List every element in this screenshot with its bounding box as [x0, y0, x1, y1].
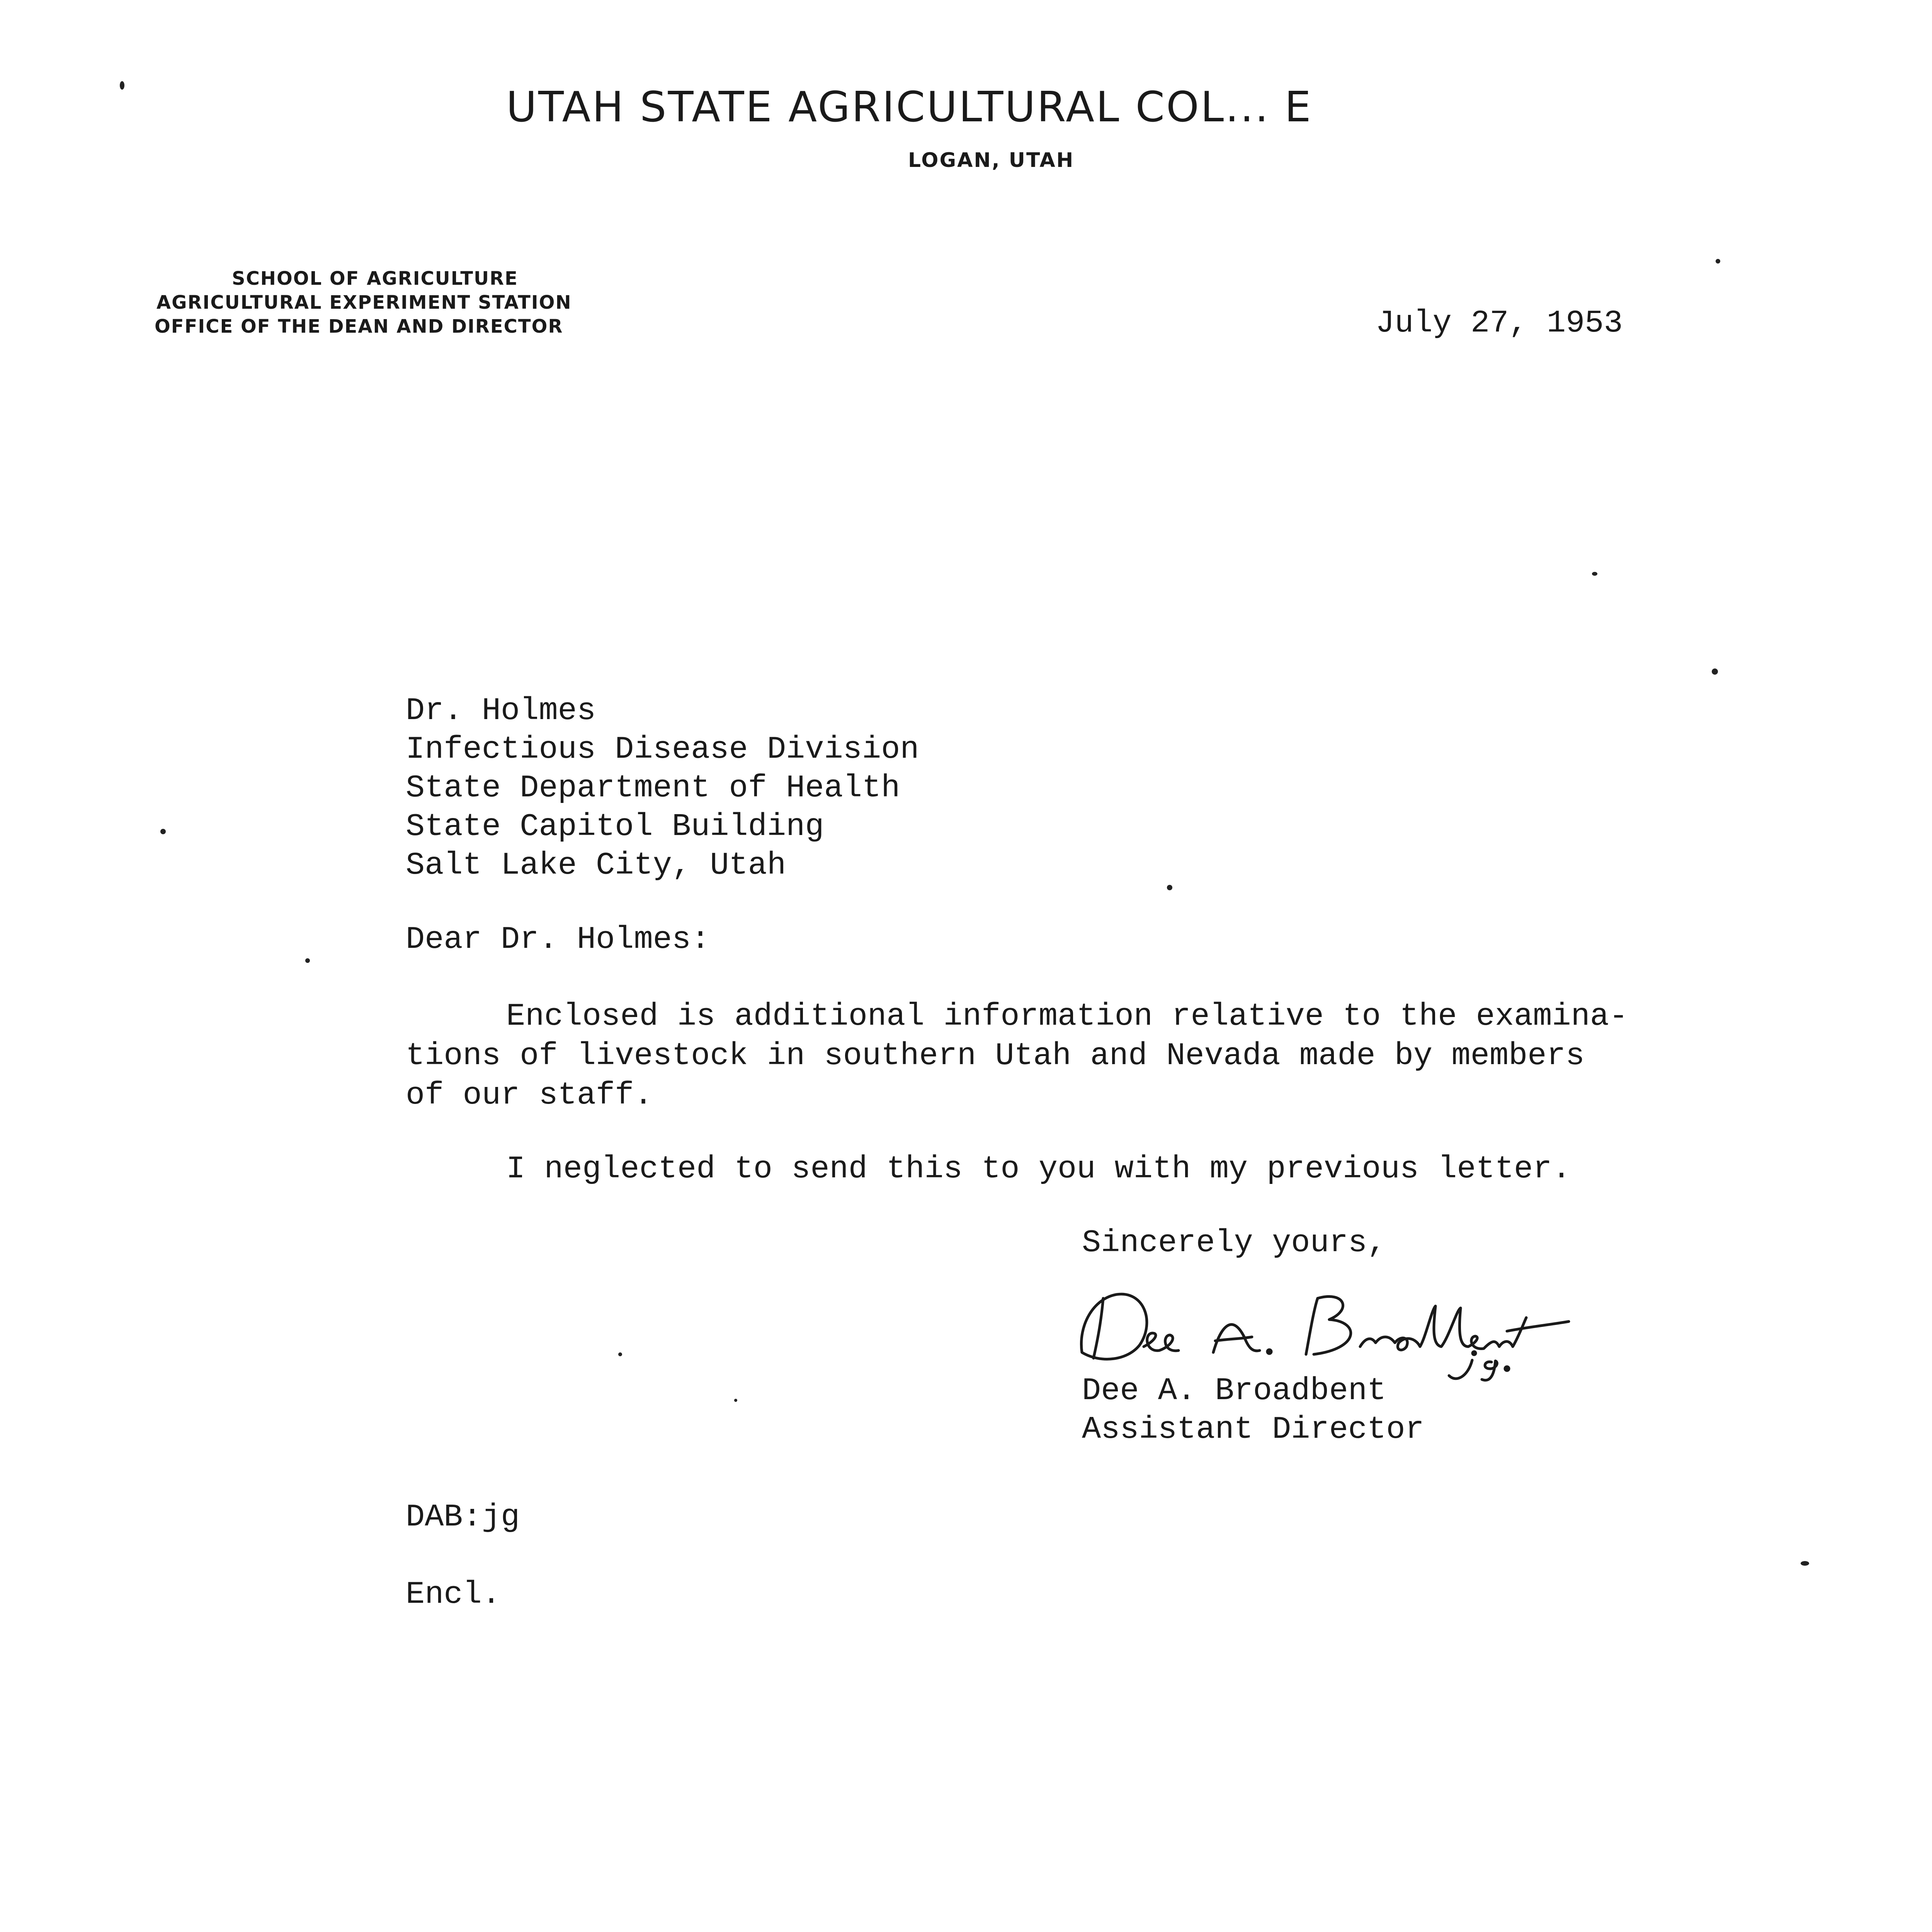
reference-initials: DAB:jg — [406, 1499, 520, 1535]
department-line: OFFICE OF THE DEAN AND DIRECTOR — [155, 316, 563, 337]
scan-speck — [305, 958, 310, 963]
scan-speck — [618, 1352, 622, 1356]
address-line: Dr. Holmes — [406, 693, 596, 729]
department-line: AGRICULTURAL EXPERIMENT STATION — [156, 292, 572, 313]
department-block — [155, 267, 572, 338]
body-line: of our staff. — [406, 1077, 653, 1113]
scan-speck — [1592, 572, 1597, 576]
body-line: I neglected to send this to you with my previous letter. — [506, 1151, 1571, 1187]
address-line: Infectious Disease Division — [406, 731, 919, 767]
scan-speck — [734, 1399, 737, 1402]
recipient-address — [406, 692, 919, 885]
address-line: State Capitol Building — [406, 809, 824, 845]
scan-speck — [1167, 885, 1172, 890]
signer-title: Assistant Director — [1082, 1412, 1424, 1447]
scan-speck — [1712, 668, 1718, 675]
body-paragraph-1 — [406, 997, 1628, 1115]
scan-speck — [1716, 259, 1720, 264]
scan-speck — [1801, 1561, 1809, 1566]
salutation: Dear Dr. Holmes: — [406, 922, 710, 957]
signer-block — [1082, 1372, 1424, 1449]
address-line: Salt Lake City, Utah — [406, 847, 786, 883]
closing: Sincerely yours, — [1082, 1225, 1386, 1261]
institution-city: LOGAN, UTAH — [908, 149, 1075, 172]
handwritten-signature — [1066, 1264, 1600, 1387]
scan-speck — [120, 81, 124, 90]
scan-speck — [160, 829, 166, 834]
body-line: Enclosed is additional information relative to the examina- — [506, 998, 1628, 1034]
body-paragraph-2 — [406, 1150, 1571, 1189]
letter-date: July 27, 1953 — [1376, 305, 1623, 341]
institution-name: UTAH STATE AGRICULTURAL COL... E — [506, 83, 1313, 131]
address-line: State Department of Health — [406, 770, 900, 806]
signer-name: Dee A. Broadbent — [1082, 1373, 1386, 1409]
department-line: SCHOOL OF AGRICULTURE — [232, 268, 518, 289]
enclosure-note: Encl. — [406, 1577, 501, 1612]
body-line: tions of livestock in southern Utah and Nevada made by members — [406, 1038, 1585, 1074]
